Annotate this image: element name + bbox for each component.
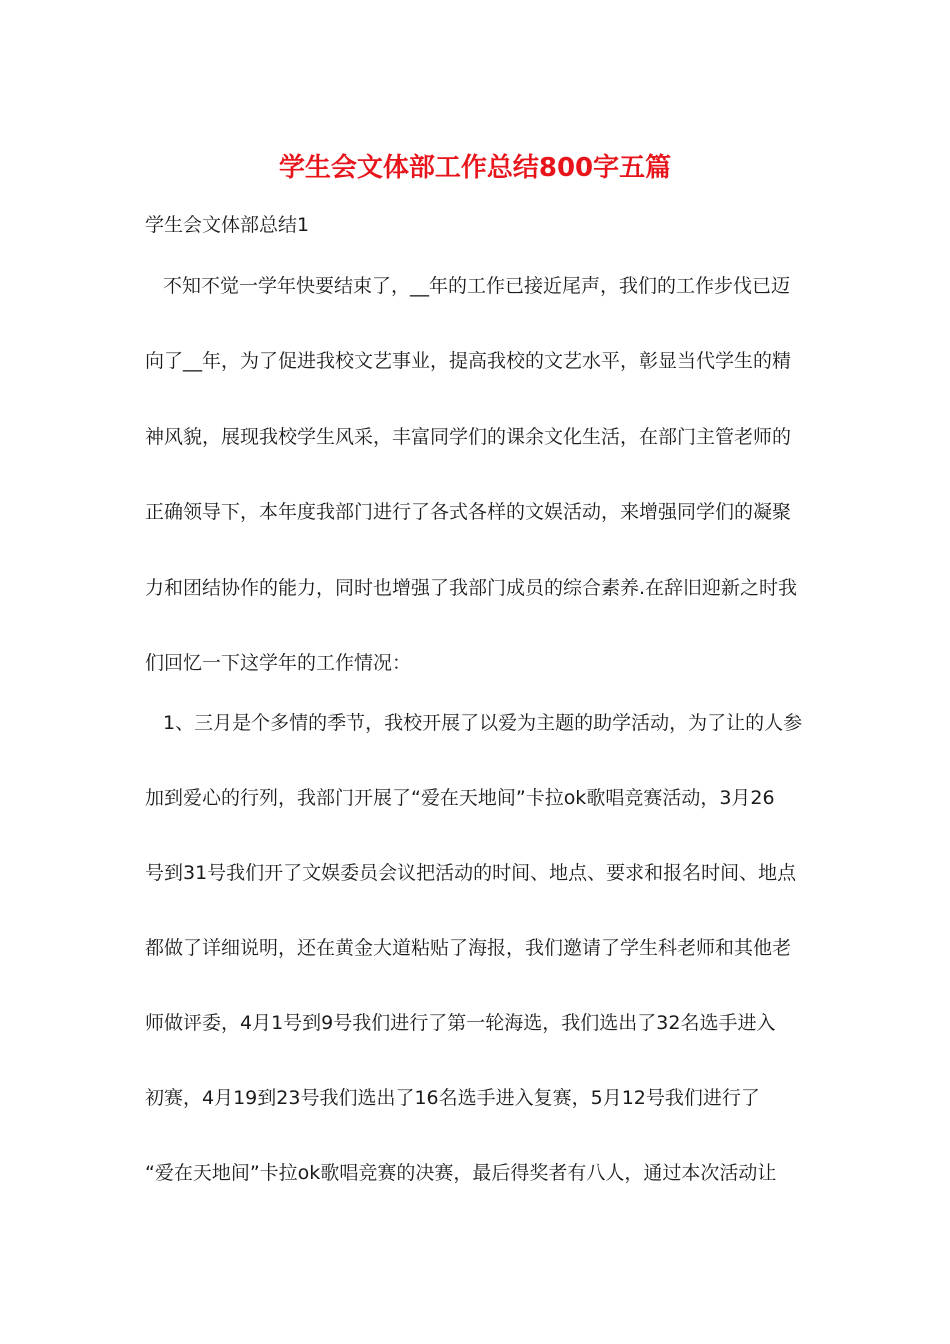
paragraph-line: 1、三月是个多情的季节，我校开展了以爱为主题的助学活动，为了让的人参 bbox=[163, 712, 803, 734]
paragraph-line: 师做评委，4月1号到9号我们进行了第一轮海选，我们选出了32名选手进入 bbox=[145, 1012, 776, 1034]
paragraph-line: 们回忆一下这学年的工作情况： bbox=[145, 652, 412, 674]
paragraph-line: 不知不觉一学年快要结束了，__年的工作已接近尾声，我们的工作步伐已迈 bbox=[163, 275, 791, 297]
section-heading: 学生会文体部总结1 bbox=[145, 214, 310, 236]
paragraph-line: 加到爱心的行列，我部门开展了“爱在天地间”卡拉ok歌唱竞赛活动，3月26 bbox=[145, 787, 775, 809]
paragraph-line: 神风貌，展现我校学生风采，丰富同学们的课余文化生活，在部门主管老师的 bbox=[145, 426, 792, 448]
paragraph-line: 向了__年，为了促进我校文艺事业，提高我校的文艺水平，彰显当代学生的精 bbox=[145, 350, 792, 372]
paragraph-line: 正确领导下，本年度我部门进行了各式各样的文娱活动，来增强同学们的凝聚 bbox=[145, 501, 792, 523]
document-title: 学生会文体部工作总结800字五篇 bbox=[278, 153, 672, 183]
paragraph-line: 都做了详细说明，还在黄金大道粘贴了海报，我们邀请了学生科老师和其他老 bbox=[145, 937, 792, 959]
paragraph-line: 力和团结协作的能力，同时也增强了我部门成员的综合素养.在辞旧迎新之时我 bbox=[145, 577, 798, 599]
paragraph-line: “爱在天地间”卡拉ok歌唱竞赛的决赛，最后得奖者有八人，通过本次活动让 bbox=[145, 1162, 777, 1184]
paragraph-line: 号到31号我们开了文娱委员会议把活动的时间、地点、要求和报名时间、地点 bbox=[145, 862, 797, 884]
paragraph-line: 初赛，4月19到23号我们选出了16名选手进入复赛，5月12号我们进行了 bbox=[145, 1087, 760, 1109]
